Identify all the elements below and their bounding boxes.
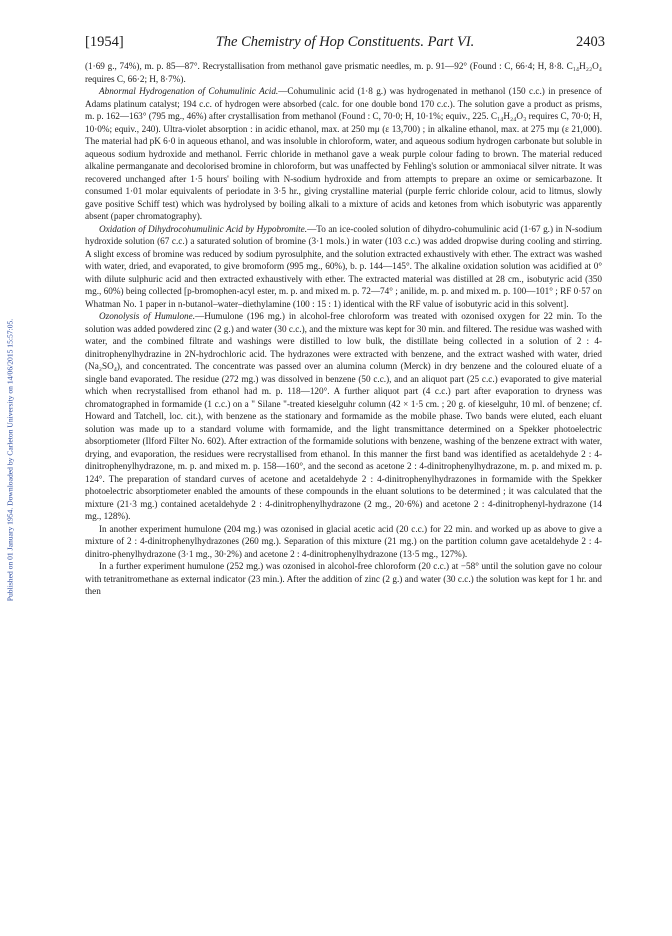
paragraph-1 (85, 60, 602, 85)
paragraph-heading: Abnormal Hydrogenation of Cohumulinic Acid. (99, 86, 279, 96)
header-title: The Chemistry of Hop Constituents. Part VI. (215, 34, 475, 50)
download-side-note (0, 240, 20, 680)
paragraph-2 (85, 85, 602, 223)
paragraph-4 (85, 310, 602, 523)
paragraph-text: (1·69 g., 74%), m. p. 85—87°. Recrystallisation from methanol gave prismatic needles, m. p. 91—92° (Found : C, 66·4; H, 8·8. C₁₄H₂₂O₄ requires C, 66·2; H, 8·7%). (85, 61, 602, 84)
page-number: 2403 (576, 34, 605, 50)
paragraph-text: —Cohumulinic acid (1·8 g.) was hydrogenated in methanol (150 c.c.) in presence of Adams platinum catalyst; 194 c.c. of hydrogen were absorbed (calc. for one double bond 170 c.c.). The solution gave a product as prisms, m. p. 162—163° (795 mg., 46%) after crystallisation from methanol (Found : C, 70·0; H, 10·1%; equiv., 225. C₁₄H₂₄O₃ requires C, 70·0; H, 10·0%; equiv., 240). Ultra-violet absorption : in acidic ethanol, max. at 250 mμ (ε 13,700) ; in alkaline ethanol, max. at 275 mμ (ε 21,000). The material had pK 6·0 in aqueous ethanol, and was insoluble in chloroform, water, and aqueous sodium hydrogen carbonate but soluble in aqueous sodium hydroxide and methanol. Ferric chloride in methanol gave a weak purple colour fading to brown. The material reduced alkaline permanganate and decolorised bromine in chloroform, but was unaffected by Fehling's solution or ammoniacal silver nitrate. It was recovered unchanged after 1·5 hours' boiling with N-sodium hydroxide and from attempts to prepare an oxime or semicarbazone. It consumed 1·01 molar equivalents of periodate in 3·5 hr., giving crystalline material (purple ferric chloride colour, acid to litmus, slowly gave positive Schiff test) which was hydrolysed by boiling alkali to a mixture of acids and ketones from which isobutyric was apparently absent (paper chromatography). (85, 86, 602, 221)
article-body (85, 60, 602, 598)
paragraph-text: —To an ice-cooled solution of dihydro-cohumulinic acid (1·67 g.) in N-sodium hydroxide solution (67 c.c.) a saturated solution of bromine (3·1 mols.) in water (103 c.c.) was added dropwise during cooling and stirring. A slight excess of bromine was reduced by sodium pyrosulphite, and the solution extracted exhaustively with ether. The extract was washed with water, dried, and evaporated, to give bromoform (995 mg., 60%), b. p. 144—145°. The alkaline oxidation solution was acidified at 0° with dilute sulphuric acid and then extracted exhaustively with ether. The extracted material was distilled at 28 cm., isobutyric acid (350 mg., 60%) being collected [p-bromophen-acyl ester, m. p. and mixed m. p. 72—74° ; anilide, m. p. and mixed m. p. 100—101° ; RF 0·57 on Whatman No. 1 paper in n-butanol–water–diethylamine (100 : 15 : 1) identical with the RF value of isobutyric acid in this solvent]. (85, 223, 602, 309)
header-year: [1954] (85, 34, 124, 50)
paragraph-text: In a further experiment humulone (252 mg.) was ozonised in alcohol-free chloroform (20 c.c.) at −58° until the solution gave no colour with tetranitromethane as external indicator (23 min.). After the addition of zinc (2 g.) and water (30 c.c.) the solution was kept for 1 hr. and then (85, 561, 602, 596)
paragraph-5 (85, 523, 602, 561)
paragraph-text: In another experiment humulone (204 mg.) was ozonised in glacial acetic acid (20 c.c.) for 22 min. and worked up as above to give a mixture of 2 : 4-dinitrophenylhydrazones (260 mg.). Separation of this mixture (21 mg.) on the partition column gave acetaldehyde 2 : 4-dinitro-phenylhydrazone (3·1 mg., 30·2%) and acetone 2 : 4-dinitrophenylhydrazone (13·5 mg., 127%). (85, 523, 602, 559)
paragraph-text: —Humulone (196 mg.) in alcohol-free chloroform was treated with ozonised oxygen for 22 min. To the solution was added powdered zinc (2 g.) and water (30 c.c.), and the mixture was kept for 30 min. and filtered. The residue was washed with water, and the combined filtrate and washings were distilled to low bulk, the distillate being collected in a solution of 2 : 4-dinitrophenylhydrazine in 2N-hydrochloric acid. The hydrazones were extracted with benzene, and the extract washed with water, dried (Na₂SO₄), and concentrated. The concentrate was passed over an alumina column (Merck) in dry benzene and the coloured eluate of a single band evaporated. The residue (272 mg.) was dissolved in benzene (50 c.c.), and an aliquot part (25 c.c.) evaporated to give material which when recrystallised from ethanol had m. p. 118—120°. A further aliquot part (4 c.c.) part after evaporation to dryness was chromatographed in formamide (1 c.c.) on a " Silane "-treated kieselguhr column (42 × 1·5 cm. ; 20 g. of kieselguhr, 10 ml. of benzene; cf. Howard and Tatchell, loc. cit.), with benzene as the stationary and formamide as the mobile phase. Two bands were eluted, each eluant solution was made up to a standard volume with formamide, and the light transmittance determined on a Spekker photoelectric absorptiometer (Ilford Filter No. 602). After extraction of the formamide solutions with benzene, washing of the benzene extract with water, drying, and evaporation, the residues were recrystallised from ethanol. In this manner the first band was identified as acetaldehyde 2 : 4-dinitrophenylhydrazone, m. p. and mixed m. p. 158—160°, and the second as acetone 2 : 4-dinitrophenylhydrazone, m. p. and mixed m. p. 124°. The preparation of standard curves of acetone and acetaldehyde 2 : 4-dinitrophenylhydrazones in formamide with the Spekker photoelectric absorptiometer enabled the amounts of these compounds in the eluant solutions to be determined ; it was calculated that the mixture (21·3 mg.) contained acetaldehyde 2 : 4-dinitrophenylhydrazone (2 mg., 20·6%) and acetone 2 : 4-dinitrophenyl-hydrazone (14 mg., 128%). (85, 311, 602, 521)
running-header (85, 34, 605, 56)
paragraph-heading: Oxidation of Dihydrocohumulinic Acid by Hypobromite. (99, 223, 308, 234)
paragraph-6 (85, 560, 602, 598)
paragraph-heading: Ozonolysis of Humulone. (99, 311, 196, 321)
paragraph-3 (85, 223, 602, 311)
side-note-text: Published on 01 January 1954. Downloaded by Carleton University on 14/06/2015 15:57:05. (5, 318, 15, 602)
